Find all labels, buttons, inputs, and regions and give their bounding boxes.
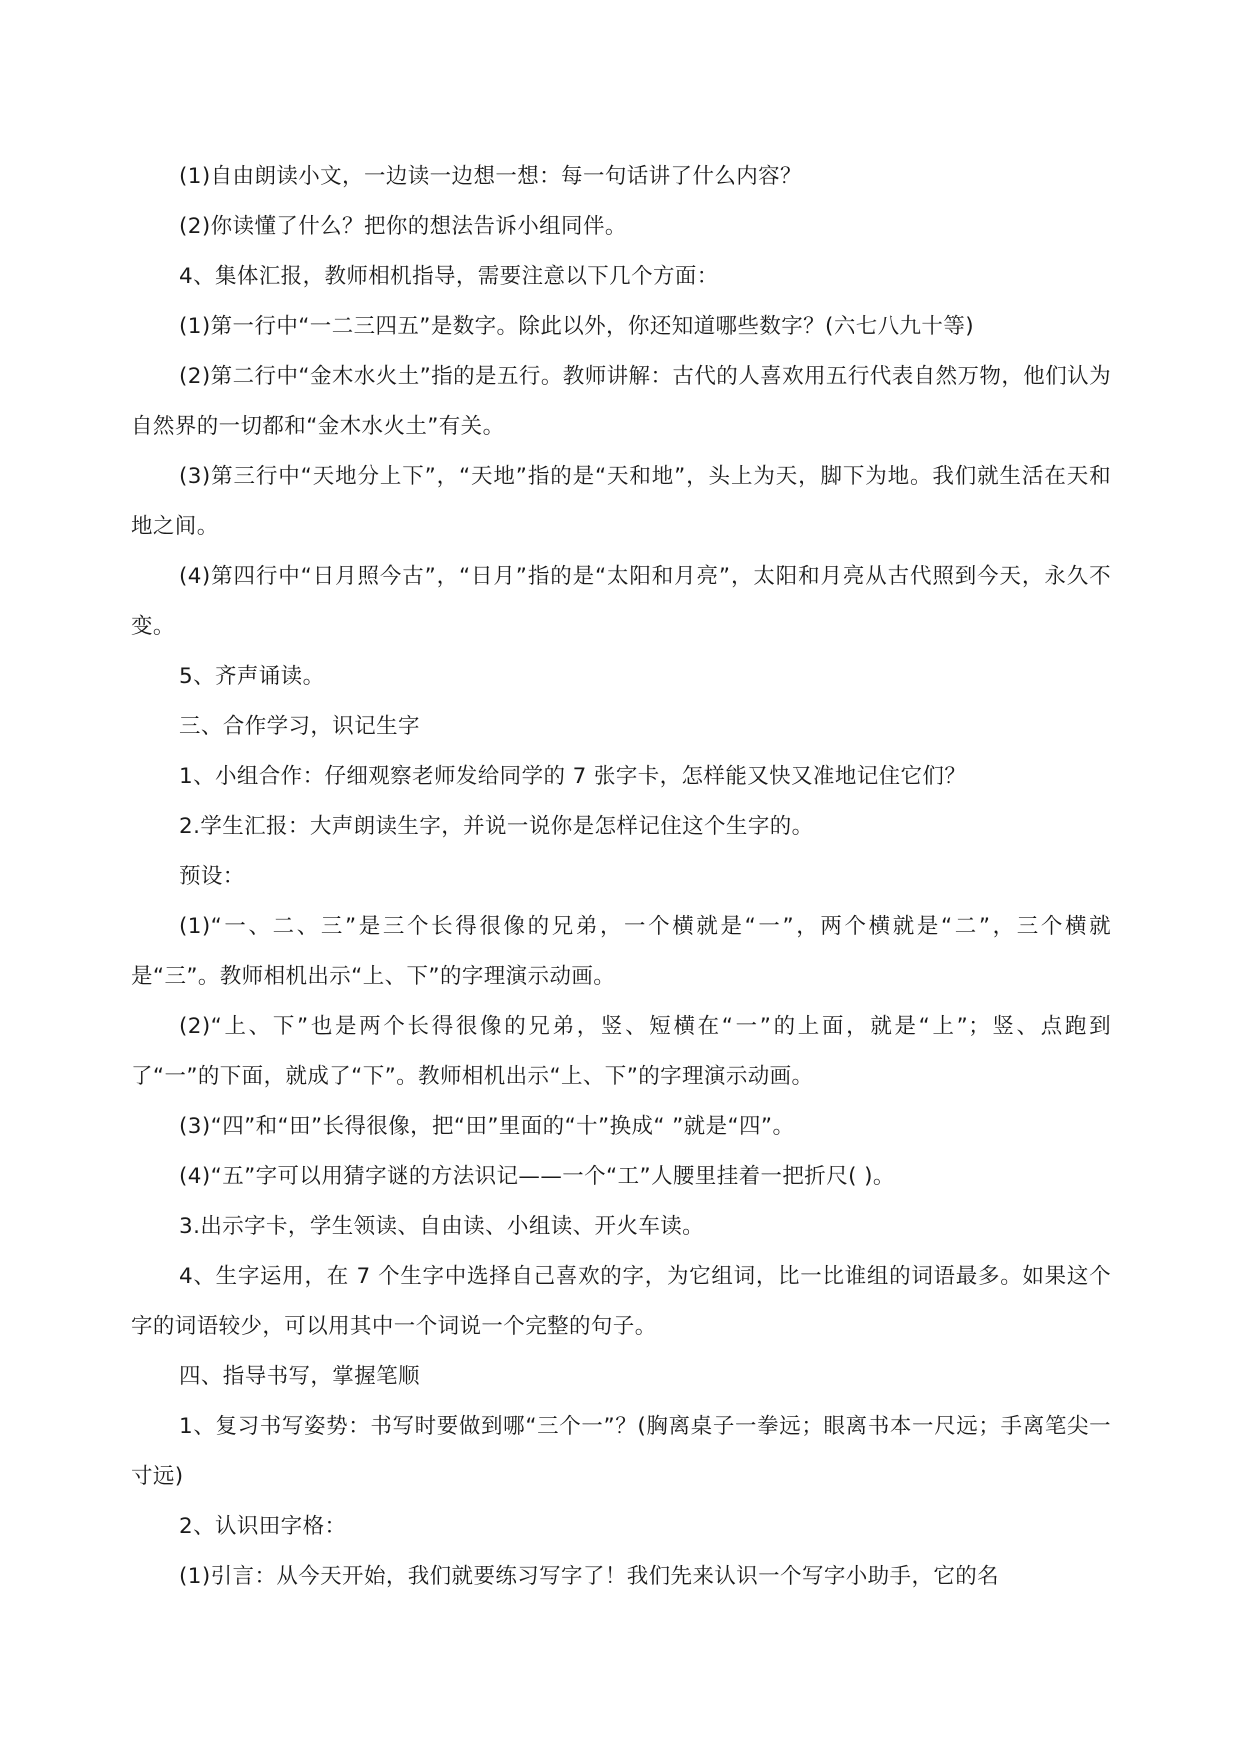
paragraph: 1、复习书写姿势：书写时要做到哪“三个一”？(胸离桌子一拳远；眼离书本一尺远；手离笔尖一寸远) [131, 1414, 1111, 1489]
paragraph: (2)“上、下”也是两个长得很像的兄弟，竖、短横在“一”的上面，就是“上”；竖、点跑到了“一”的下面，就成了“下”。教师相机出示“上、下”的字理演示动画。 [131, 1014, 1111, 1089]
paragraph: 2、认识田字格： [179, 1514, 347, 1539]
paragraph: 5、齐声诵读。 [179, 664, 325, 689]
paragraph: (3)第三行中“天地分上下”，“天地”指的是“天和地”，头上为天，脚下为地。我们就生活在天和地之间。 [131, 464, 1111, 539]
paragraph: 1、小组合作：仔细观察老师发给同学的 7 张字卡，怎样能又快又准地记住它们？ [179, 764, 967, 789]
document-body [131, 152, 1111, 1602]
paragraph: (1)“一、二、三”是三个长得很像的兄弟，一个横就是“一”，两个横就是“二”，三个横就是“三”。教师相机出示“上、下”的字理演示动画。 [131, 914, 1111, 989]
paragraph: (3)“四”和“田”长得很像，把“田”里面的“十”换成“ ”就是“四”。 [179, 1114, 795, 1139]
paragraph: 2.学生汇报：大声朗读生字，并说一说你是怎样记住这个生字的。 [179, 814, 814, 839]
paragraph: (2)你读懂了什么？把你的想法告诉小组同伴。 [179, 214, 627, 239]
section-heading: 四、指导书写，掌握笔顺 [179, 1364, 420, 1389]
paragraph: 4、集体汇报，教师相机指导，需要注意以下几个方面： [179, 264, 719, 289]
paragraph: 4、生字运用，在 7 个生字中选择自己喜欢的字，为它组词，比一比谁组的词语最多。如果这个字的词语较少，可以用其中一个词说一个完整的句子。 [131, 1264, 1111, 1339]
paragraph: (4)第四行中“日月照今古”，“日月”指的是“太阳和月亮”，太阳和月亮从古代照到今天，永久不变。 [131, 564, 1111, 639]
paragraph: 预设： [179, 864, 245, 889]
paragraph: (1)引言：从今天开始，我们就要练习写字了！我们先来认识一个写字小助手，它的名 [179, 1564, 1000, 1589]
paragraph: (4)“五”字可以用猜字谜的方法识记——一个“工”人腰里挂着一把折尺( )。 [179, 1164, 895, 1189]
paragraph: (1)第一行中“一二三四五”是数字。除此以外，你还知道哪些数字？(六七八九十等) [179, 314, 975, 339]
paragraph: (1)自由朗读小文，一边读一边想一想：每一句话讲了什么内容？ [179, 164, 802, 189]
paragraph: (2)第二行中“金木水火土”指的是五行。教师讲解：古代的人喜欢用五行代表自然万物，他们认为自然界的一切都和“金木水火土”有关。 [131, 364, 1111, 439]
paragraph: 3.出示字卡，学生领读、自由读、小组读、开火车读。 [179, 1214, 705, 1239]
section-heading: 三、合作学习，识记生字 [179, 714, 420, 739]
